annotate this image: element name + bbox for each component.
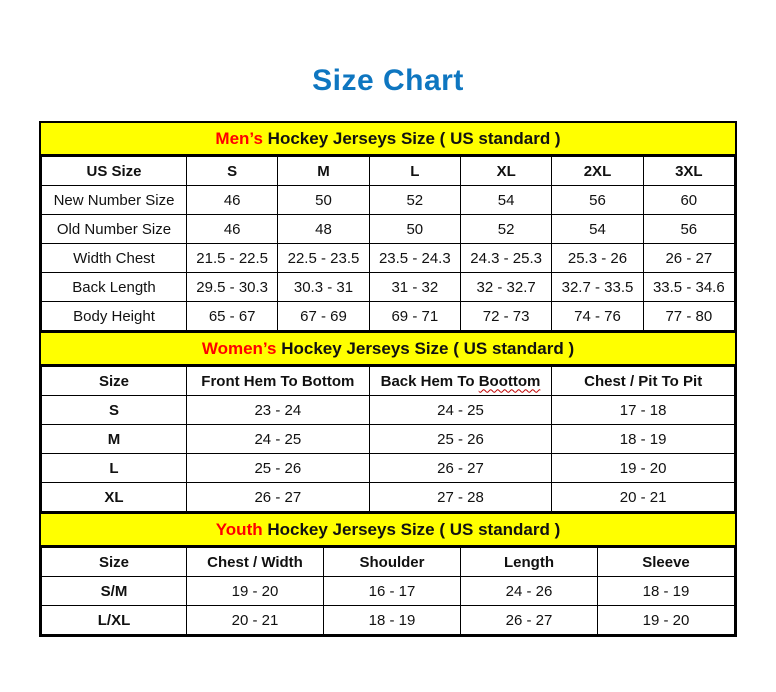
row-label: Old Number Size [42, 215, 187, 244]
table-row [42, 186, 735, 215]
mens-header-row [42, 157, 735, 186]
cell: 24 - 25 [369, 396, 552, 425]
cell: 19 - 20 [187, 577, 324, 606]
cell: 50 [369, 215, 460, 244]
cell: 18 - 19 [552, 425, 735, 454]
cell: 60 [643, 186, 734, 215]
mens-section-header [41, 123, 735, 156]
cell: 26 - 27 [643, 244, 734, 273]
row-label: Width Chest [42, 244, 187, 273]
cell: 18 - 19 [598, 577, 735, 606]
size-chart [39, 121, 737, 637]
row-label: M [42, 425, 187, 454]
mens-table [41, 156, 735, 331]
cell: 20 - 21 [187, 606, 324, 635]
cell: 19 - 20 [598, 606, 735, 635]
youth-band-rest: Hockey Jerseys Size ( US standard ) [262, 520, 561, 539]
cell: 26 - 27 [461, 606, 598, 635]
cell: 74 - 76 [552, 302, 643, 331]
cell: 46 [187, 186, 278, 215]
cell: 31 - 32 [369, 273, 460, 302]
cell: 30.3 - 31 [278, 273, 369, 302]
youth-table [41, 547, 735, 635]
header-cell: M [278, 157, 369, 186]
cell: 20 - 21 [552, 483, 735, 512]
header-cell: Front Hem To Bottom [187, 367, 370, 396]
cell: 69 - 71 [369, 302, 460, 331]
cell: 17 - 18 [552, 396, 735, 425]
cell: 32 - 32.7 [460, 273, 551, 302]
cell: 50 [278, 186, 369, 215]
row-label: L [42, 454, 187, 483]
womens-band-rest: Hockey Jerseys Size ( US standard ) [276, 339, 575, 358]
row-label: S/M [42, 577, 187, 606]
row-label: Back Length [42, 273, 187, 302]
cell: 65 - 67 [187, 302, 278, 331]
table-row [42, 302, 735, 331]
cell: 48 [278, 215, 369, 244]
header-cell: S [187, 157, 278, 186]
header-cell: Size [42, 548, 187, 577]
cell: 25 - 26 [187, 454, 370, 483]
row-label: Body Height [42, 302, 187, 331]
table-row [42, 483, 735, 512]
cell: 54 [552, 215, 643, 244]
header-cell: 2XL [552, 157, 643, 186]
cell: 56 [552, 186, 643, 215]
youth-section-header [41, 512, 735, 547]
row-label: S [42, 396, 187, 425]
header-cell: Chest / Width [187, 548, 324, 577]
cell: 26 - 27 [187, 483, 370, 512]
header-cell: L [369, 157, 460, 186]
table-row [42, 396, 735, 425]
cell: 54 [460, 186, 551, 215]
cell: 21.5 - 22.5 [187, 244, 278, 273]
cell: 16 - 17 [324, 577, 461, 606]
header-cell: Sleeve [598, 548, 735, 577]
cell: 25 - 26 [369, 425, 552, 454]
row-label: L/XL [42, 606, 187, 635]
womens-header-row [42, 367, 735, 396]
mens-band-highlight: Men’s [215, 129, 263, 148]
row-label: New Number Size [42, 186, 187, 215]
cell: 29.5 - 30.3 [187, 273, 278, 302]
table-row [42, 273, 735, 302]
cell: 24 - 25 [187, 425, 370, 454]
cell: 67 - 69 [278, 302, 369, 331]
womens-section-header [41, 331, 735, 366]
cell: 32.7 - 33.5 [552, 273, 643, 302]
header-cell: US Size [42, 157, 187, 186]
page-title: Size Chart [312, 64, 464, 97]
cell: 52 [460, 215, 551, 244]
header-cell: Chest / Pit To Pit [552, 367, 735, 396]
header-cell: Size [42, 367, 187, 396]
cell: 18 - 19 [324, 606, 461, 635]
header-cell: 3XL [643, 157, 734, 186]
table-row [42, 606, 735, 635]
cell: 72 - 73 [460, 302, 551, 331]
table-row [42, 454, 735, 483]
youth-header-row [42, 548, 735, 577]
row-label: XL [42, 483, 187, 512]
cell: 77 - 80 [643, 302, 734, 331]
table-row [42, 215, 735, 244]
cell: 25.3 - 26 [552, 244, 643, 273]
cell: 52 [369, 186, 460, 215]
cell: 23 - 24 [187, 396, 370, 425]
table-row [42, 425, 735, 454]
mens-band-rest: Hockey Jerseys Size ( US standard ) [262, 129, 561, 148]
cell: 22.5 - 23.5 [278, 244, 369, 273]
cell: 24 - 26 [461, 577, 598, 606]
table-row [42, 244, 735, 273]
cell: 56 [643, 215, 734, 244]
back-hem-prefix: Back Hem To [380, 372, 479, 390]
cell: 46 [187, 215, 278, 244]
header-cell-back-hem [369, 367, 552, 396]
cell: 24.3 - 25.3 [460, 244, 551, 273]
header-cell: Shoulder [324, 548, 461, 577]
header-cell: XL [460, 157, 551, 186]
cell: 19 - 20 [552, 454, 735, 483]
womens-table [41, 366, 735, 512]
cell: 23.5 - 24.3 [369, 244, 460, 273]
cell: 33.5 - 34.6 [643, 273, 734, 302]
cell: 27 - 28 [369, 483, 552, 512]
cell: 26 - 27 [369, 454, 552, 483]
back-hem-typo: Boottom [478, 372, 541, 390]
youth-band-highlight: Youth [215, 520, 263, 539]
table-row [42, 577, 735, 606]
header-cell: Length [461, 548, 598, 577]
womens-band-highlight: Women’s [201, 339, 277, 358]
